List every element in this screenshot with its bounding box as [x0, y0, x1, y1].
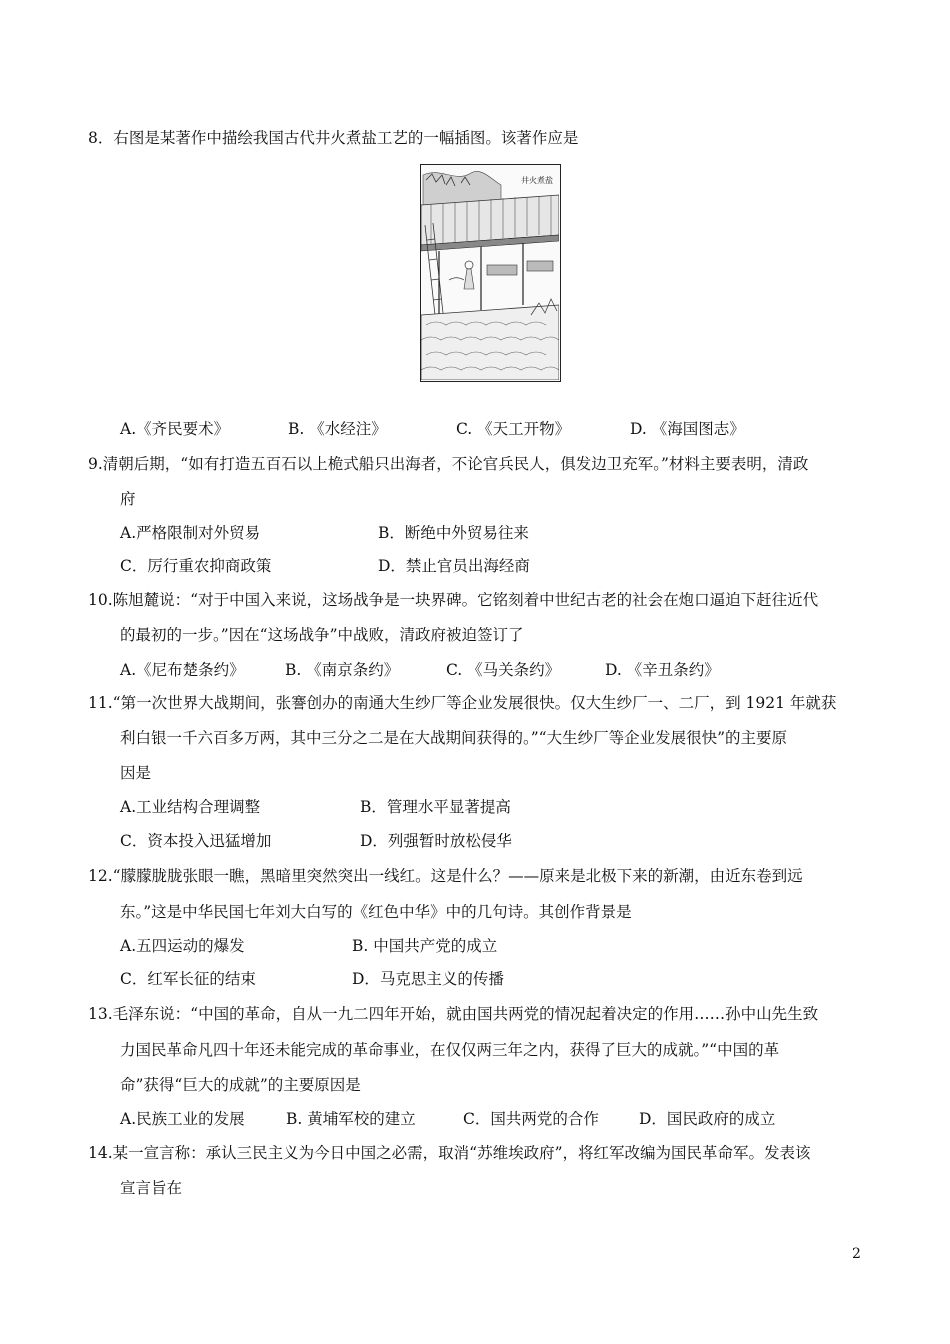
option-b[interactable]: B. 黄埔军校的建立 [286, 1110, 416, 1128]
option-a[interactable]: A.《齐民要术》 [120, 420, 230, 438]
salt-boiling-illustration [420, 164, 561, 382]
question-9-stem-line-2: 府 [120, 490, 136, 508]
option-b[interactable]: B．断绝中外贸易往来 [378, 524, 529, 542]
option-b[interactable]: B．管理水平显著提高 [360, 798, 511, 816]
option-a[interactable]: A.民族工业的发展 [120, 1110, 245, 1128]
question-12-stem-line-1: 12.“朦朦胧胧张眼一瞧，黑暗里突然突出一线红。这是什么？——原来是北极下来的新潮，由近东卷到远 [88, 867, 803, 885]
question-13-stem-line-3: 命”获得“巨大的成就”的主要原因是 [120, 1076, 361, 1094]
illustration-drawing [421, 165, 559, 380]
option-a[interactable]: A.严格限制对外贸易 [120, 524, 261, 542]
question-13-stem-line-1: 13.毛泽东说：“中国的革命，自从一九二四年开始，就由国共两党的情况起着决定的作用……孙中山先生致 [88, 1005, 819, 1023]
option-b[interactable]: B. 中国共产党的成立 [352, 937, 498, 955]
illustration-caption: 井火煮盐 [521, 176, 553, 185]
question-11-stem-line-2: 利白银一千六百多万两，其中三分之二是在大战期间获得的。”“大生纱厂等企业发展很快”的主要原 [120, 729, 788, 747]
option-d[interactable]: D．列强暂时放松侵华 [360, 832, 512, 850]
option-b[interactable]: B. 《南京条约》 [285, 661, 400, 679]
question-11-stem-line-3: 因是 [120, 764, 152, 782]
option-a[interactable]: A.五四运动的爆发 [120, 937, 245, 955]
option-a[interactable]: A.《尼布楚条约》 [120, 661, 245, 679]
question-9-stem-line-1: 9.清朝后期，“如有打造五百石以上桅式船只出海者，不论官兵民人，俱发边卫充军。”材料主要表明，清政 [88, 455, 809, 473]
question-14-stem-line-1: 14.某一宣言称：承认三民主义为今日中国之必需，取消“苏维埃政府”，将红军改编为国民革命军。发表该 [88, 1144, 811, 1162]
question-13-stem-line-2: 力国民革命凡四十年还未能完成的革命事业，在仅仅两三年之内，获得了巨大的成就。”“中国的革 [120, 1041, 780, 1059]
question-10-stem-line-2: 的最初的一步。”因在“这场战争”中战败，清政府被迫签订了 [120, 626, 524, 644]
option-d[interactable]: D. 《辛丑条约》 [605, 661, 720, 679]
question-10-stem-line-1: 10.陈旭麓说：“对于中国入来说，这场战争是一块界碑。它铭刻着中世纪古老的社会在炮口逼迫下赶往近代 [88, 591, 819, 609]
option-c[interactable]: C．国共两党的合作 [463, 1110, 599, 1128]
option-c[interactable]: C. 《天工开物》 [456, 420, 571, 438]
option-c[interactable]: C. 《马关条约》 [446, 661, 561, 679]
question-11-stem-line-1: 11.“第一次世界大战期间，张謇创办的南通大生纱厂等企业发展很快。仅大生纱厂一、二厂，到 1921 年就获 [88, 694, 837, 712]
question-14-stem-line-2: 宣言旨在 [120, 1179, 183, 1197]
option-d[interactable]: D．禁止官员出海经商 [378, 557, 530, 575]
option-d[interactable]: D. 《海国图志》 [630, 420, 745, 438]
option-c[interactable]: C．厉行重农抑商政策 [120, 557, 272, 575]
option-d[interactable]: D．马克思主义的传播 [352, 970, 504, 988]
page-number: 2 [852, 1246, 861, 1262]
option-a[interactable]: A.工业结构合理调整 [120, 798, 261, 816]
option-b[interactable]: B. 《水经注》 [288, 420, 387, 438]
option-c[interactable]: C．资本投入迅猛增加 [120, 832, 272, 850]
option-d[interactable]: D．国民政府的成立 [639, 1110, 776, 1128]
question-8-stem: 8．右图是某著作中描绘我国古代井火煮盐工艺的一幅插图。该著作应是 [88, 129, 579, 147]
option-c[interactable]: C．红军长征的结束 [120, 970, 256, 988]
question-12-stem-line-2: 东。”这是中华民国七年刘大白写的《红色中华》中的几句诗。其创作背景是 [120, 903, 632, 921]
